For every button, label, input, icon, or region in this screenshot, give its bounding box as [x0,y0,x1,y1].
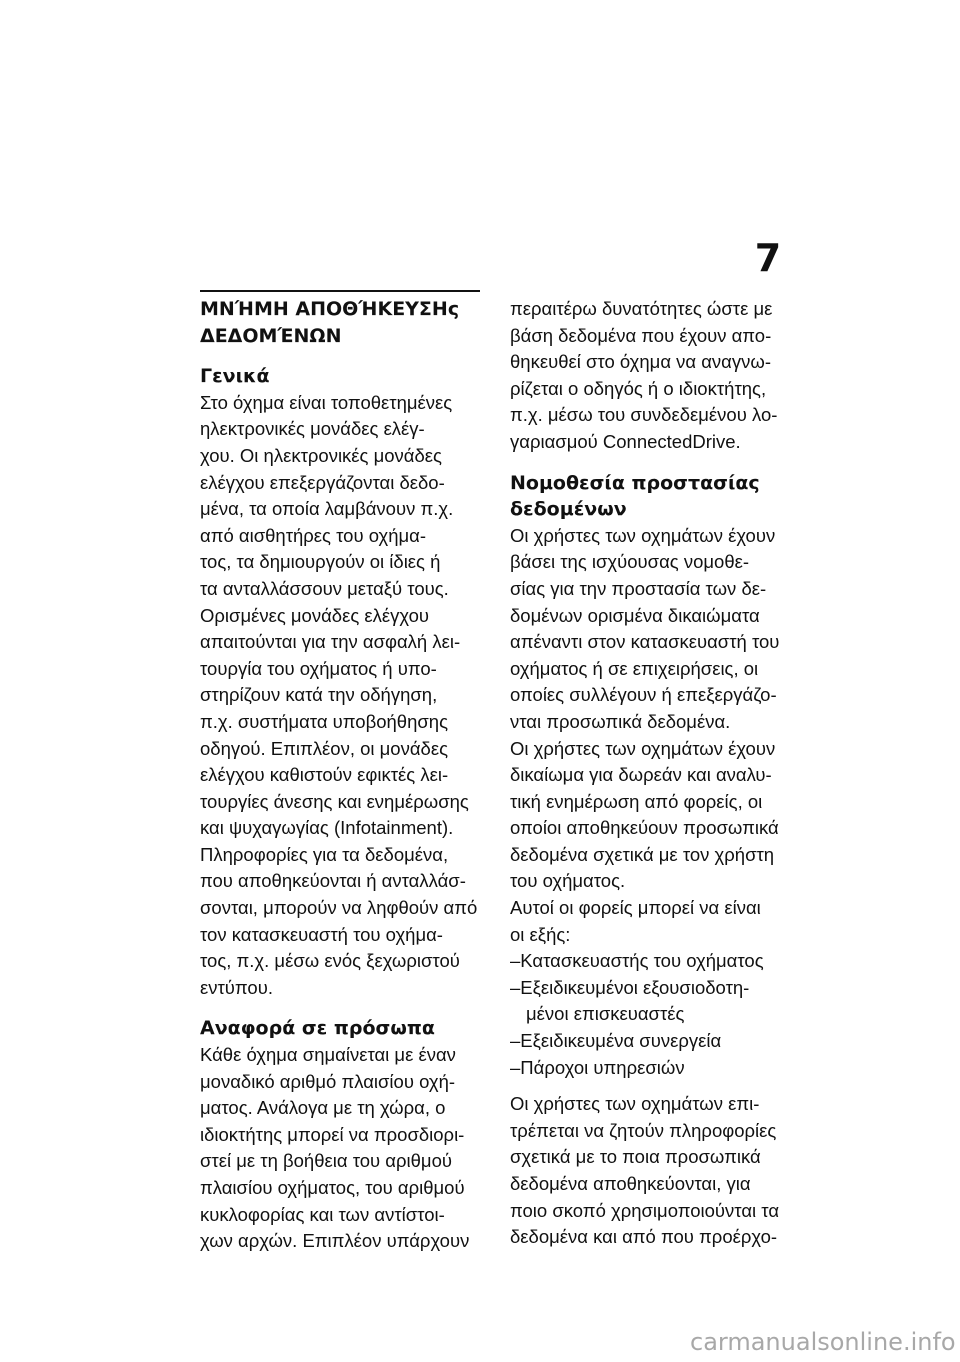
left-column [200,290,480,1255]
right-column-line: σχετικά με το ποια προσωπικά [510,1146,761,1168]
left-column-line: χων αρχών. Επιπλέον υπάρχουν [200,1230,470,1252]
left-column-line: ΜΝΉΜΗ ΑΠΟΘΉΚΕΥΣΗς [200,298,460,320]
left-column-line: τουργίες άνεσης και ενημέρωσης [200,790,469,812]
left-column-line: Αναφορά σε πρόσωπα [200,1017,435,1040]
right-column-line: –Κατασκευαστής του οχήματος [510,950,764,972]
watermark: carmanualsonline.info [690,1328,956,1356]
left-column-line: τος, τα δημιουργούν οι ίδιες ή [200,551,441,573]
right-column-line: δομένων ορισμένα δικαιώματα [510,604,760,626]
right-column-line: βάσει της ισχύουσας νομοθε- [510,551,750,573]
right-column-line: –Εξειδικευμένα συνεργεία [510,1030,722,1052]
right-column-line: Νομοθεσία προστασίας [510,471,760,494]
left-column-line: χου. Οι ηλεκτρονικές μονάδες [200,444,442,466]
right-column-line: τική ενημέρωση από φορείς, οι [510,790,763,812]
right-column-line: οι εξής: [510,923,571,945]
right-column-line: απέναντι στον κατασκευαστή του [510,631,780,653]
right-column-line: –Πάροχοι υπηρεσιών [510,1056,685,1078]
left-column-line: ελέγχου επεξεργάζονται δεδο- [200,471,445,493]
left-column-line: και ψυχαγωγίας (Infotainment). [200,817,454,839]
left-column-line: απαιτούνται για την ασφαλή λει- [200,631,461,653]
left-column-line: που αποθηκεύονται ή ανταλλάσ- [200,870,466,892]
right-column-line: ποιο σκοπό χρησιμοποιούνται τα [510,1199,780,1221]
right-column-line: π.χ. μέσω του συνδεδεμένου λο- [510,404,778,426]
left-column-line: μοναδικό αριθμό πλαισίου οχή- [200,1070,456,1092]
left-column-line: Ορισμένες μονάδες ελέγχου [200,604,430,626]
left-column-line: πλαισίου οχήματος, του αριθμού [200,1177,465,1198]
left-column-line: κυκλοφορίας και των αντίστοι- [200,1203,445,1225]
left-column-line: ελέγχου καθιστούν εφικτές λει- [200,764,449,786]
left-column-line: Κάθε όχημα σημαίνεται με έναν [200,1044,456,1066]
left-column-line: ΔΕΔΟΜΈΝΩΝ [200,324,342,347]
right-column-line: βάση δεδομένα που έχουν απο- [510,324,772,346]
right-column-line: ρίζεται ο οδηγός ή ο ιδιοκτήτης, [510,377,767,399]
right-column-line: περαιτέρω δυνατότητες ώστε με [510,298,773,319]
right-column-line: οχήματος ή σε επιχειρήσεις, οι [510,657,759,679]
left-column-line: Στο όχημα είναι τοποθετημένες [200,391,453,413]
left-column-line: τον κατασκευαστή του οχήμα- [200,923,443,945]
left-column-line: ηλεκτρονικές μονάδες ελέγ- [200,418,425,440]
right-column-line: δεδομένα σχετικά με τον χρήστη [510,843,775,865]
left-column-line: μένα, τα οποία λαμβάνουν π.χ. [200,498,454,520]
right-column-line: δικαίωμα για δωρεάν και αναλυ- [510,764,772,786]
left-column-line: εντύπου. [200,976,273,998]
left-column-line: τος, π.χ. μέσω ενός ξεχωριστού [200,950,460,972]
right-column-line: μένοι επισκευαστές [526,1003,685,1025]
left-column-line: τουργία του οχήματος ή υπο- [200,657,437,679]
right-column-line: σίας για την προστασία των δε- [510,577,767,599]
left-column-line: ιδιοκτήτης μπορεί να προσδιορι- [200,1123,465,1145]
right-column-line: –Εξειδικευμένοι εξουσιοδοτη- [510,976,750,998]
right-column [510,296,790,1251]
right-column-line: θηκευθεί στο όχημα να αναγνω- [510,351,771,373]
right-column-line: οποίες συλλέγουν ή επεξεργάζο- [510,684,777,706]
left-column-line: στεί με τη βοήθεια του αριθμού [200,1150,452,1172]
page-number: 7 [754,236,782,280]
right-column-line: Οι χρήστες των οχημάτων έχουν [510,737,776,759]
right-column-line: Οι χρήστες των οχημάτων επι- [510,1093,760,1115]
right-column-line: του οχήματος. [510,870,626,892]
left-column-line: ματος. Ανάλογα με τη χώρα, ο [200,1097,446,1119]
right-column-line: γαριασμού ConnectedDrive. [510,430,741,452]
right-column-line: τρέπεται να ζητούν πληροφορίες [510,1119,777,1141]
left-column-line: σονται, μπορούν να ληφθούν από [200,897,478,919]
right-column-line: οποίοι αποθηκεύουν προσωπικά [510,817,779,839]
right-column-line: Οι χρήστες των οχημάτων έχουν [510,524,776,546]
right-column-line: νται προσωπικά δεδομένα. [510,710,731,732]
left-column-line: οδηγού. Επιπλέον, οι μονάδες [200,737,448,759]
left-column-line: Γενικά [200,365,270,388]
right-column-line: δεδομένα αποθηκεύονται, για [510,1173,751,1194]
left-column-line: Πληροφορίες για τα δεδομένα, [200,843,449,865]
right-column-line: Αυτοί οι φορείς μπορεί να είναι [510,897,761,919]
left-column-line: τα ανταλλάσσουν μεταξύ τους. [200,577,449,599]
left-column-line: από αισθητήρες του οχήμα- [200,524,427,546]
right-column-line: δεδομένων [510,498,627,521]
left-column-line: π.χ. συστήματα υποβοήθησης [200,710,449,732]
left-column-line: στηρίζουν κατά την οδήγηση, [200,684,438,706]
right-column-line: δεδομένα και από που προέρχο- [510,1226,778,1248]
